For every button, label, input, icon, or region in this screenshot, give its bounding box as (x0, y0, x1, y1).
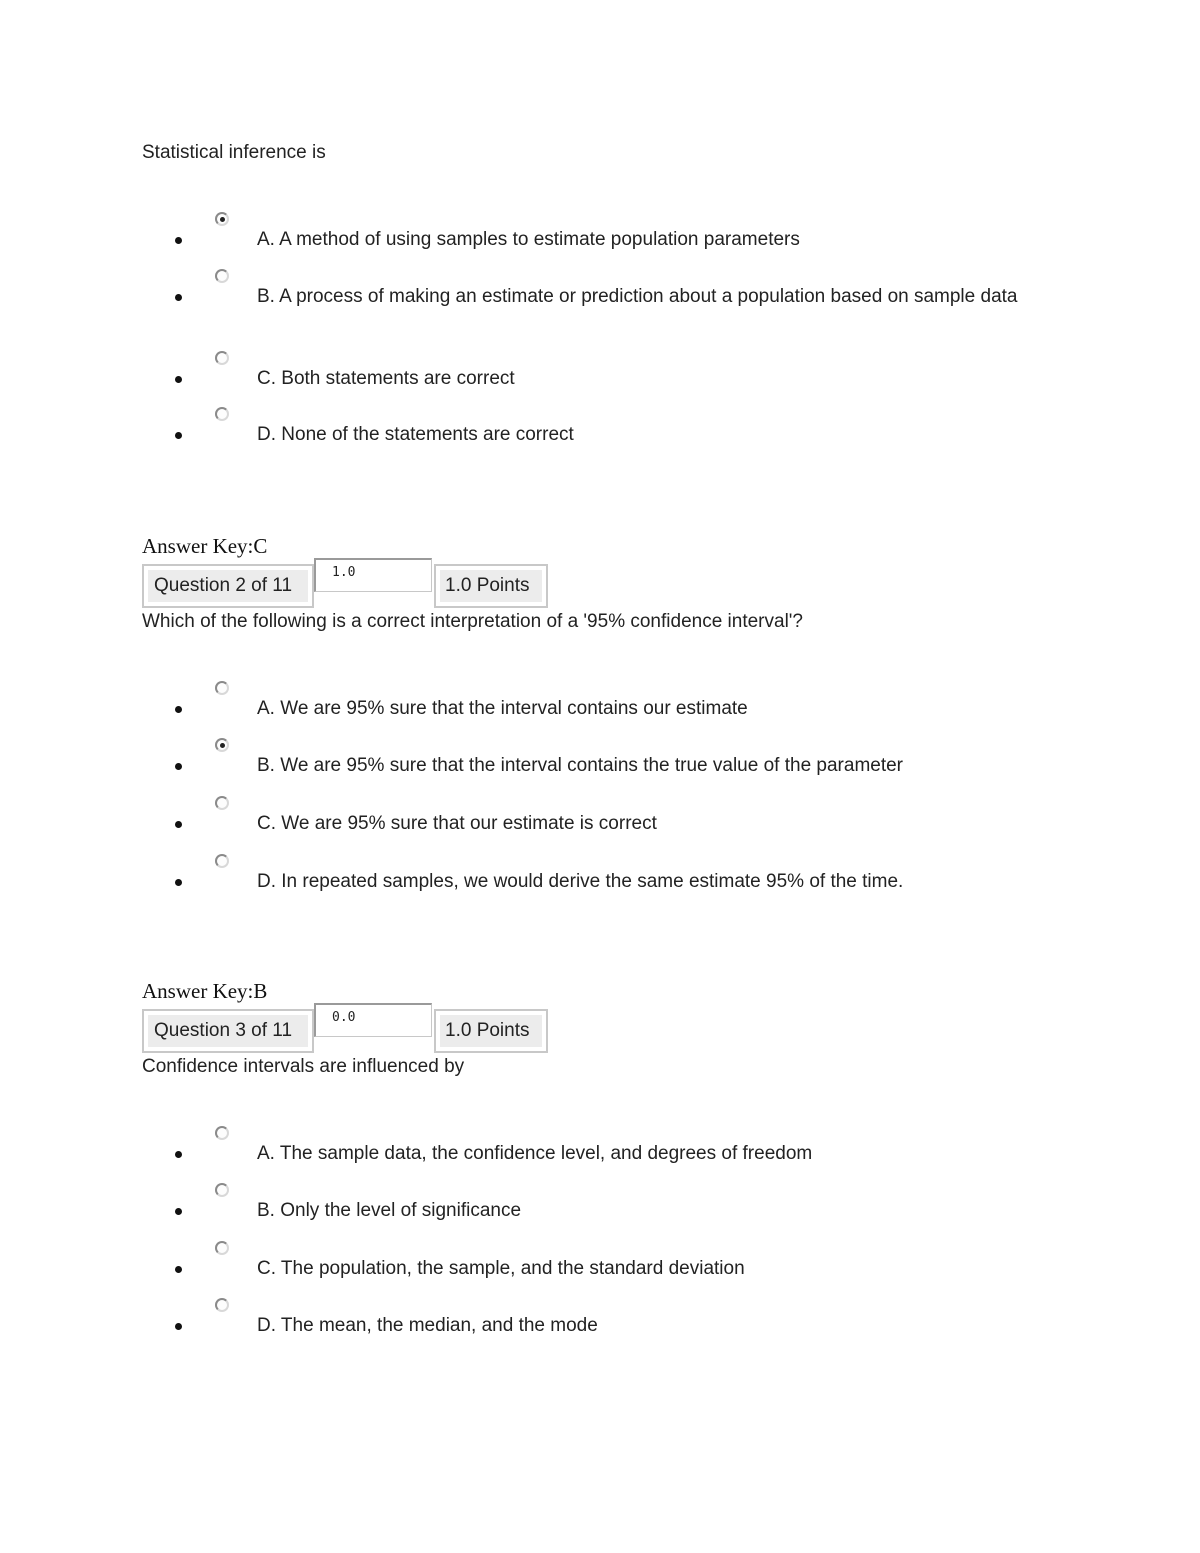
question-3-header (142, 1003, 552, 1049)
bullet-icon (175, 879, 182, 886)
bullet-icon (175, 1151, 182, 1158)
option-label: B. Only the level of significance (257, 1200, 522, 1221)
question-2-option-b[interactable] (170, 754, 1050, 778)
radio-icon[interactable] (215, 796, 229, 810)
question-3-text: Confidence intervals are influenced by (142, 1056, 465, 1077)
option-label: D. None of the statements are correct (257, 424, 574, 445)
question-1-text: Statistical inference is (142, 142, 326, 163)
answer-key-1: Answer Key:C (142, 534, 268, 558)
points-box (434, 1009, 548, 1053)
option-label: A. A method of using samples to estimate population parameters (257, 229, 800, 250)
option-label: B. A process of making an estimate or prediction about a population based on sample data (257, 286, 1018, 307)
option-label: B. We are 95% sure that the interval contains the true value of the parameter (257, 755, 904, 776)
bullet-icon (175, 1208, 182, 1215)
question-3-option-c[interactable] (170, 1257, 1050, 1281)
radio-icon[interactable] (215, 407, 229, 421)
bullet-icon (175, 706, 182, 713)
radio-icon[interactable] (215, 1241, 229, 1255)
question-number: Question 2 of 11 (148, 570, 308, 602)
bullet-icon (175, 1266, 182, 1273)
question-number: Question 3 of 11 (148, 1015, 308, 1047)
radio-icon[interactable] (215, 269, 229, 283)
bullet-icon (175, 763, 182, 770)
question-3-option-b[interactable] (170, 1199, 1050, 1223)
question-1-option-d[interactable] (170, 423, 1050, 447)
bullet-icon (175, 294, 182, 301)
option-label: C. We are 95% sure that our estimate is correct (257, 813, 657, 834)
points-label: 1.0 Points (440, 570, 542, 602)
bullet-icon (175, 376, 182, 383)
answer-key-2: Answer Key:B (142, 979, 268, 1003)
question-3-option-a[interactable] (170, 1142, 1050, 1166)
question-number-box (142, 564, 314, 608)
question-1-option-b[interactable] (170, 285, 1050, 309)
radio-icon[interactable] (215, 1126, 229, 1140)
score-field[interactable]: 0.0 (314, 1003, 432, 1037)
radio-icon[interactable] (215, 1298, 229, 1312)
question-1-option-a[interactable] (170, 228, 1050, 252)
option-label: D. In repeated samples, we would derive the same estimate 95% of the time. (257, 871, 904, 892)
radio-icon[interactable] (215, 681, 229, 695)
question-2-option-a[interactable] (170, 697, 1050, 721)
bullet-icon (175, 237, 182, 244)
question-2-header (142, 558, 552, 604)
bullet-icon (175, 432, 182, 439)
radio-selected-icon[interactable] (215, 738, 229, 752)
question-number-box (142, 1009, 314, 1053)
radio-icon[interactable] (215, 854, 229, 868)
question-2-option-c[interactable] (170, 812, 1050, 836)
question-1-option-c[interactable] (170, 367, 1050, 391)
option-label: D. The mean, the median, and the mode (257, 1315, 598, 1336)
radio-icon[interactable] (215, 351, 229, 365)
radio-icon[interactable] (215, 1183, 229, 1197)
radio-selected-icon[interactable] (215, 212, 229, 226)
score-field[interactable]: 1.0 (314, 558, 432, 592)
option-label: C. The population, the sample, and the standard deviation (257, 1258, 745, 1279)
question-2-option-d[interactable] (170, 870, 1050, 894)
bullet-icon (175, 821, 182, 828)
question-3-option-d[interactable] (170, 1314, 1050, 1338)
bullet-icon (175, 1323, 182, 1330)
points-box (434, 564, 548, 608)
points-label: 1.0 Points (440, 1015, 542, 1047)
question-2-text: Which of the following is a correct interpretation of a '95% confidence interval'? (142, 611, 803, 632)
option-label: C. Both statements are correct (257, 368, 515, 389)
option-label: A. We are 95% sure that the interval contains our estimate (257, 698, 748, 719)
option-label: A. The sample data, the confidence level, and degrees of freedom (257, 1143, 813, 1164)
